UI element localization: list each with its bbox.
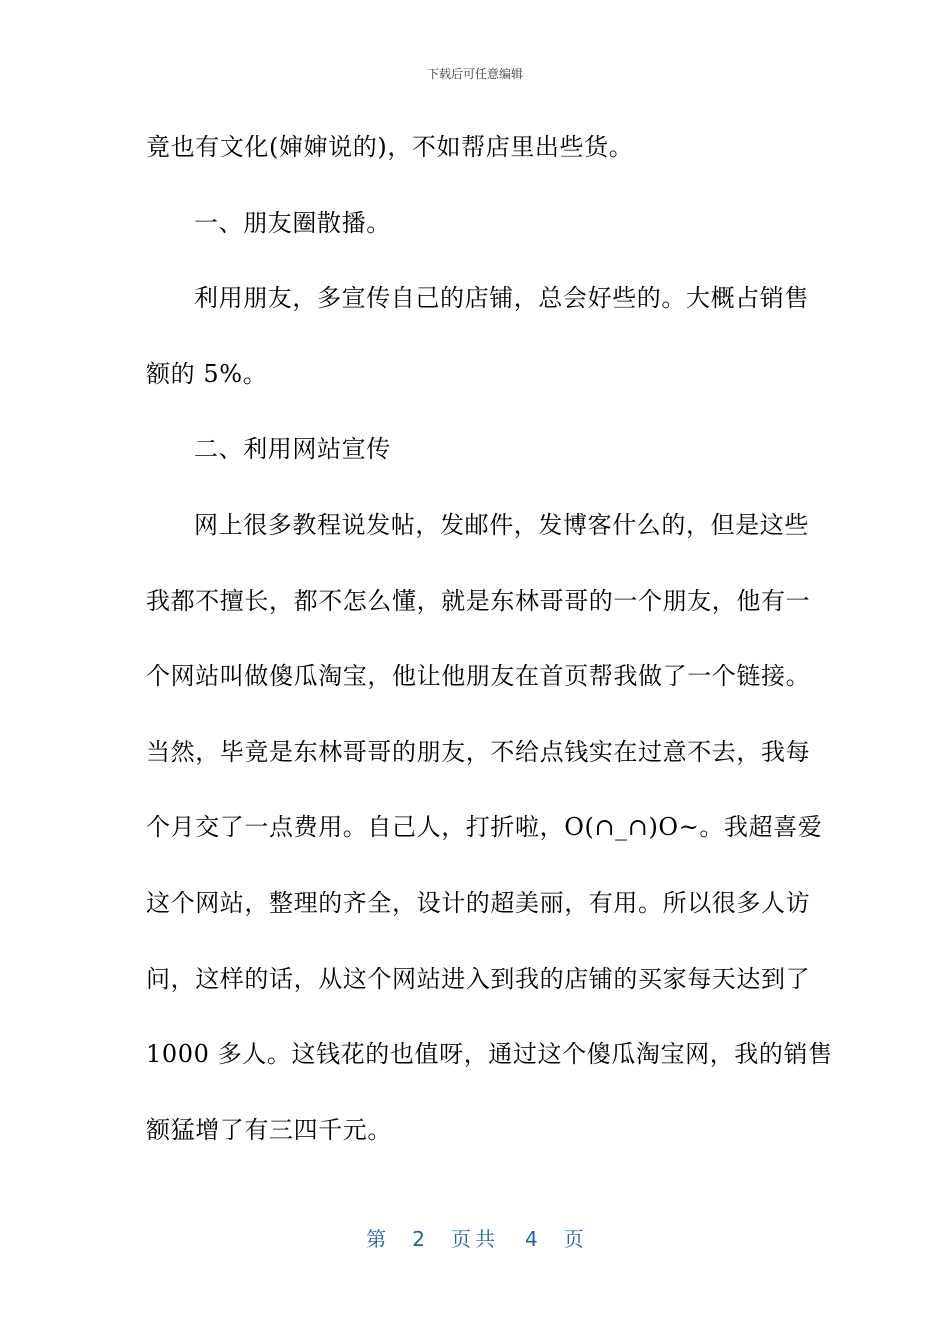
paragraph-line: 个月交了一点费用。自己人，打折啦，O(∩_∩)O~。我超喜爱 [146,813,823,842]
paragraph-line: 这个网站，整理的齐全，设计的超美丽，有用。所以很多人访 [146,888,811,917]
paragraph-line: 网上很多教程说发帖，发邮件，发博客什么的，但是这些 [194,510,809,539]
page-header: 下载后可任意编辑 [426,67,523,81]
document-body [146,127,833,1185]
footer-prefix: 第 [366,1227,387,1251]
footer-middle: 页共 [451,1227,499,1251]
footer-suffix: 页 [563,1227,584,1251]
paragraph-line: 我都不擅长，都不怎么懂，就是东林哥哥的一个朋友，他有一 [146,586,811,615]
total-page-count: 4 [525,1227,538,1251]
paragraph-line: 个网站叫做傻瓜淘宝，他让他朋友在首页帮我做了一个链接。 [146,662,811,691]
paragraph-line: 二、利用网站宣传 [194,435,391,464]
paragraph-line: 1000 多人。这钱花的也值呀，通过这个傻瓜淘宝网，我的销售 [146,1040,833,1069]
paragraph-line: 一、朋友圈散播。 [194,208,391,237]
paragraph-line: 额猛增了有三四千元。 [146,1115,392,1144]
paragraph-line: 竟也有文化(婶婶说的)，不如帮店里出些货。 [146,133,634,161]
paragraph-line: 当然，毕竟是东林哥哥的朋友，不给点钱实在过意不去，我每 [146,737,811,766]
current-page-number: 2 [412,1227,425,1251]
paragraph-line: 额的 5%。 [146,359,268,388]
paragraph-line: 问，这样的话，从这个网站进入到我的店铺的买家每天达到了 [146,964,811,993]
page-footer [0,1226,950,1252]
paragraph-line: 利用朋友，多宣传自己的店铺，总会好些的。大概占销售 [194,284,809,313]
